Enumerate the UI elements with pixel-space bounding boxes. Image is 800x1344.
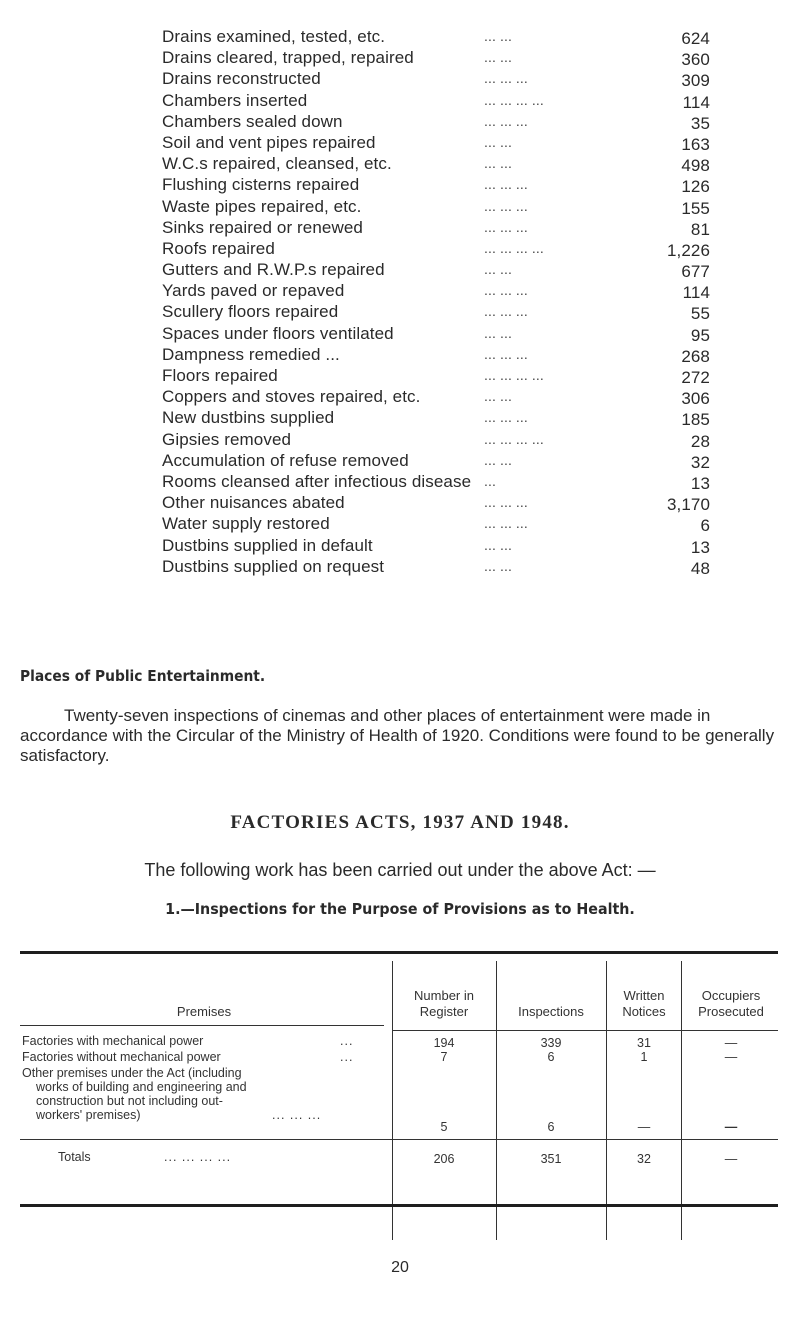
list-item [162,238,714,259]
list-item [162,450,714,471]
inspections-cell: 339 [540,1036,562,1050]
totals-inspections: 351 [540,1152,562,1166]
list-item [162,196,714,217]
list-item [162,90,714,111]
list-item [162,217,714,238]
list-item [162,471,714,492]
work-count: 272 [681,368,710,387]
work-label: Spaces under floors ventilated [162,323,394,343]
list-item [162,301,714,322]
header-notices: Written Notices [622,988,666,1019]
leader-dots: ... ... [484,133,512,150]
leader-dots: ... ... ... [484,494,528,511]
col-divider-2 [496,961,497,1240]
totals-register: 206 [433,1152,455,1166]
premises-line: workers' premises) [36,1108,141,1122]
work-count: 163 [681,134,710,154]
leader-dots: ... ... ... [272,1108,322,1122]
work-label: Accumulation of refuse removed [162,450,409,470]
work-label: Coppers and stoves repaired, etc. [162,387,421,407]
register-cell: 5 [440,1120,448,1134]
work-count: 309 [681,71,710,91]
work-count: 624 [681,29,710,48]
list-item [162,259,714,280]
table-row [22,1066,392,1122]
premises-line: construction but not including out- [36,1094,223,1108]
work-count: 306 [681,389,710,409]
work-label: New dustbins supplied [162,408,335,428]
work-label: Floors repaired [162,366,278,385]
leader-dots: ... ... [484,388,512,405]
col-divider-4 [681,961,682,1240]
work-count: 28 [690,431,710,451]
leader-dots: ... ... [484,451,512,468]
work-label: Water supply restored [162,514,330,534]
work-count: 95 [690,325,710,345]
list-item [162,26,714,47]
list-item [162,47,714,68]
totals-label: Totals [58,1150,91,1164]
list-item [162,535,714,556]
work-count: 155 [681,198,710,218]
leader-dots: ... ... ... [484,303,528,320]
totals-prosecuted: — [724,1152,738,1166]
work-count: 114 [682,92,710,112]
factories-intro: The following work has been carried out under the above Act: — [144,860,656,880]
list-item [162,132,714,153]
work-label: Chambers inserted [162,90,308,110]
premises-cell: Factories without mechanical power [22,1050,221,1064]
header-inspections: Inspections [518,1004,584,1019]
notices-cell: 1 [640,1050,648,1064]
sanitary-works-list [162,26,714,577]
work-count: 81 [690,219,710,239]
work-label: Rooms cleansed after infectious disease [162,471,472,491]
work-count: 6 [700,516,710,536]
header-premises: Premises [176,1004,232,1019]
list-item [162,111,714,132]
table-row [22,1050,392,1064]
premises-line: works of building and engineering and [36,1080,247,1094]
work-label: Drains reconstructed [162,69,321,89]
list-item [162,174,714,195]
work-label: Dustbins supplied on request [162,556,385,576]
inspections-subheading: 1.—Inspections for the Purpose of Provisions as to Health. [165,900,635,918]
leader-dots: ... [484,472,496,489]
totals-notices: 32 [637,1152,651,1166]
work-count: 360 [681,50,710,70]
inspections-cell: 6 [547,1120,555,1134]
leader-dots: ... ... ... [484,282,528,299]
leader-dots: ... [340,1034,354,1048]
leader-dots: ... ... ... ... [484,367,544,383]
leader-dots: ... ... [484,49,512,66]
list-item [162,429,714,450]
prosecuted-cell: — [724,1120,738,1134]
leader-dots: ... ... [484,557,512,574]
work-label: Scullery floors repaired [162,302,339,322]
entertainment-heading: Places of Public Entertainment. [20,667,266,685]
leader-dots: ... ... [484,536,512,553]
list-item [162,386,714,407]
work-label: Drains cleared, trapped, repaired [162,48,414,68]
register-cell: 7 [440,1050,448,1064]
leader-dots: ... ... [484,28,512,44]
premises-line: Other premises under the Act (including [22,1066,242,1080]
table-bottom-rule [20,1204,778,1207]
leader-dots: ... ... ... [484,218,528,235]
work-count: 13 [690,537,710,557]
totals-divider [20,1139,778,1140]
header-divider-right [392,1030,778,1031]
header-prosecuted: Occupiers Prosecuted [698,988,764,1019]
work-label: Chambers sealed down [162,111,343,131]
header-register: Number in Register [414,988,474,1019]
list-item [162,365,714,386]
work-label: Other nuisances abated [162,493,345,513]
work-label: Dampness remedied ... [162,344,340,364]
leader-dots: ... ... ... [484,197,528,214]
inspections-cell: 6 [547,1050,555,1064]
work-count: 268 [681,346,710,366]
leader-dots: ... ... ... ... [164,1150,232,1164]
totals-row [58,1150,392,1164]
list-item [162,492,714,513]
leader-dots: ... ... ... ... [484,91,544,108]
work-count: 126 [681,177,710,197]
list-item [162,344,714,365]
leader-dots: ... [340,1050,354,1064]
leader-dots: ... ... ... [484,112,528,129]
entertainment-paragraph: Twenty-seven inspections of cinemas and other places of entertainment were made in accordance with the Circular of the Ministry of Health of 1920. Conditions were found to be generally satisfactory. [20,706,775,765]
work-label: Gutters and R.W.P.s repaired [162,260,385,280]
list-item [162,68,714,89]
work-label: Gipsies removed [162,429,292,449]
work-label: Roofs repaired [162,238,275,258]
leader-dots: ... ... ... [484,176,528,193]
list-item [162,323,714,344]
work-count: 185 [681,410,710,430]
list-item [162,280,714,301]
list-item [162,513,714,534]
list-item [162,407,714,428]
work-count: 677 [681,262,710,282]
leader-dots: ... ... [484,324,512,341]
page-number: 20 [391,1259,409,1276]
col-divider-3 [606,961,607,1240]
work-count: 48 [690,558,710,578]
work-label: Sinks repaired or renewed [162,217,363,237]
work-label: Yards paved or repaved [162,281,345,301]
list-item [162,153,714,174]
leader-dots: ... ... ... [484,409,528,426]
notices-cell: — [637,1120,651,1134]
work-count: 55 [690,304,710,324]
leader-dots: ... ... [484,155,512,172]
leader-dots: ... ... ... [484,515,528,532]
leader-dots: ... ... [484,261,512,278]
work-label: Flushing cisterns repaired [162,175,360,195]
work-count: 35 [690,113,710,133]
work-label: Dustbins supplied in default [162,535,373,555]
leader-dots: ... ... ... ... [484,239,544,256]
work-count: 32 [690,452,710,472]
work-label: Drains examined, tested, etc. [162,27,386,46]
leader-dots: ... ... ... [484,345,528,362]
list-item [162,556,714,577]
work-count: 13 [690,473,710,493]
work-label: W.C.s repaired, cleansed, etc. [162,154,392,174]
header-divider-left [20,1025,384,1026]
register-cell: 194 [433,1036,455,1050]
prosecuted-cell: — [724,1036,738,1050]
premises-cell: Factories with mechanical power [22,1034,204,1048]
table-row [22,1034,392,1048]
work-count: 114 [682,283,710,303]
col-divider-1 [392,961,393,1240]
leader-dots: ... ... ... ... [484,430,544,447]
prosecuted-cell: — [724,1050,738,1064]
notices-cell: 31 [637,1036,651,1050]
work-count: 1,226 [666,240,710,260]
work-count: 3,170 [666,495,710,515]
work-label: Soil and vent pipes repaired [162,132,376,152]
factories-acts-title: FACTORIES ACTS, 1937 AND 1948. [230,812,570,833]
work-count: 498 [681,156,710,176]
premises-last-line [22,1108,392,1122]
work-label: Waste pipes repaired, etc. [162,196,362,216]
table-top-rule [20,951,778,954]
leader-dots: ... ... ... [484,70,528,87]
